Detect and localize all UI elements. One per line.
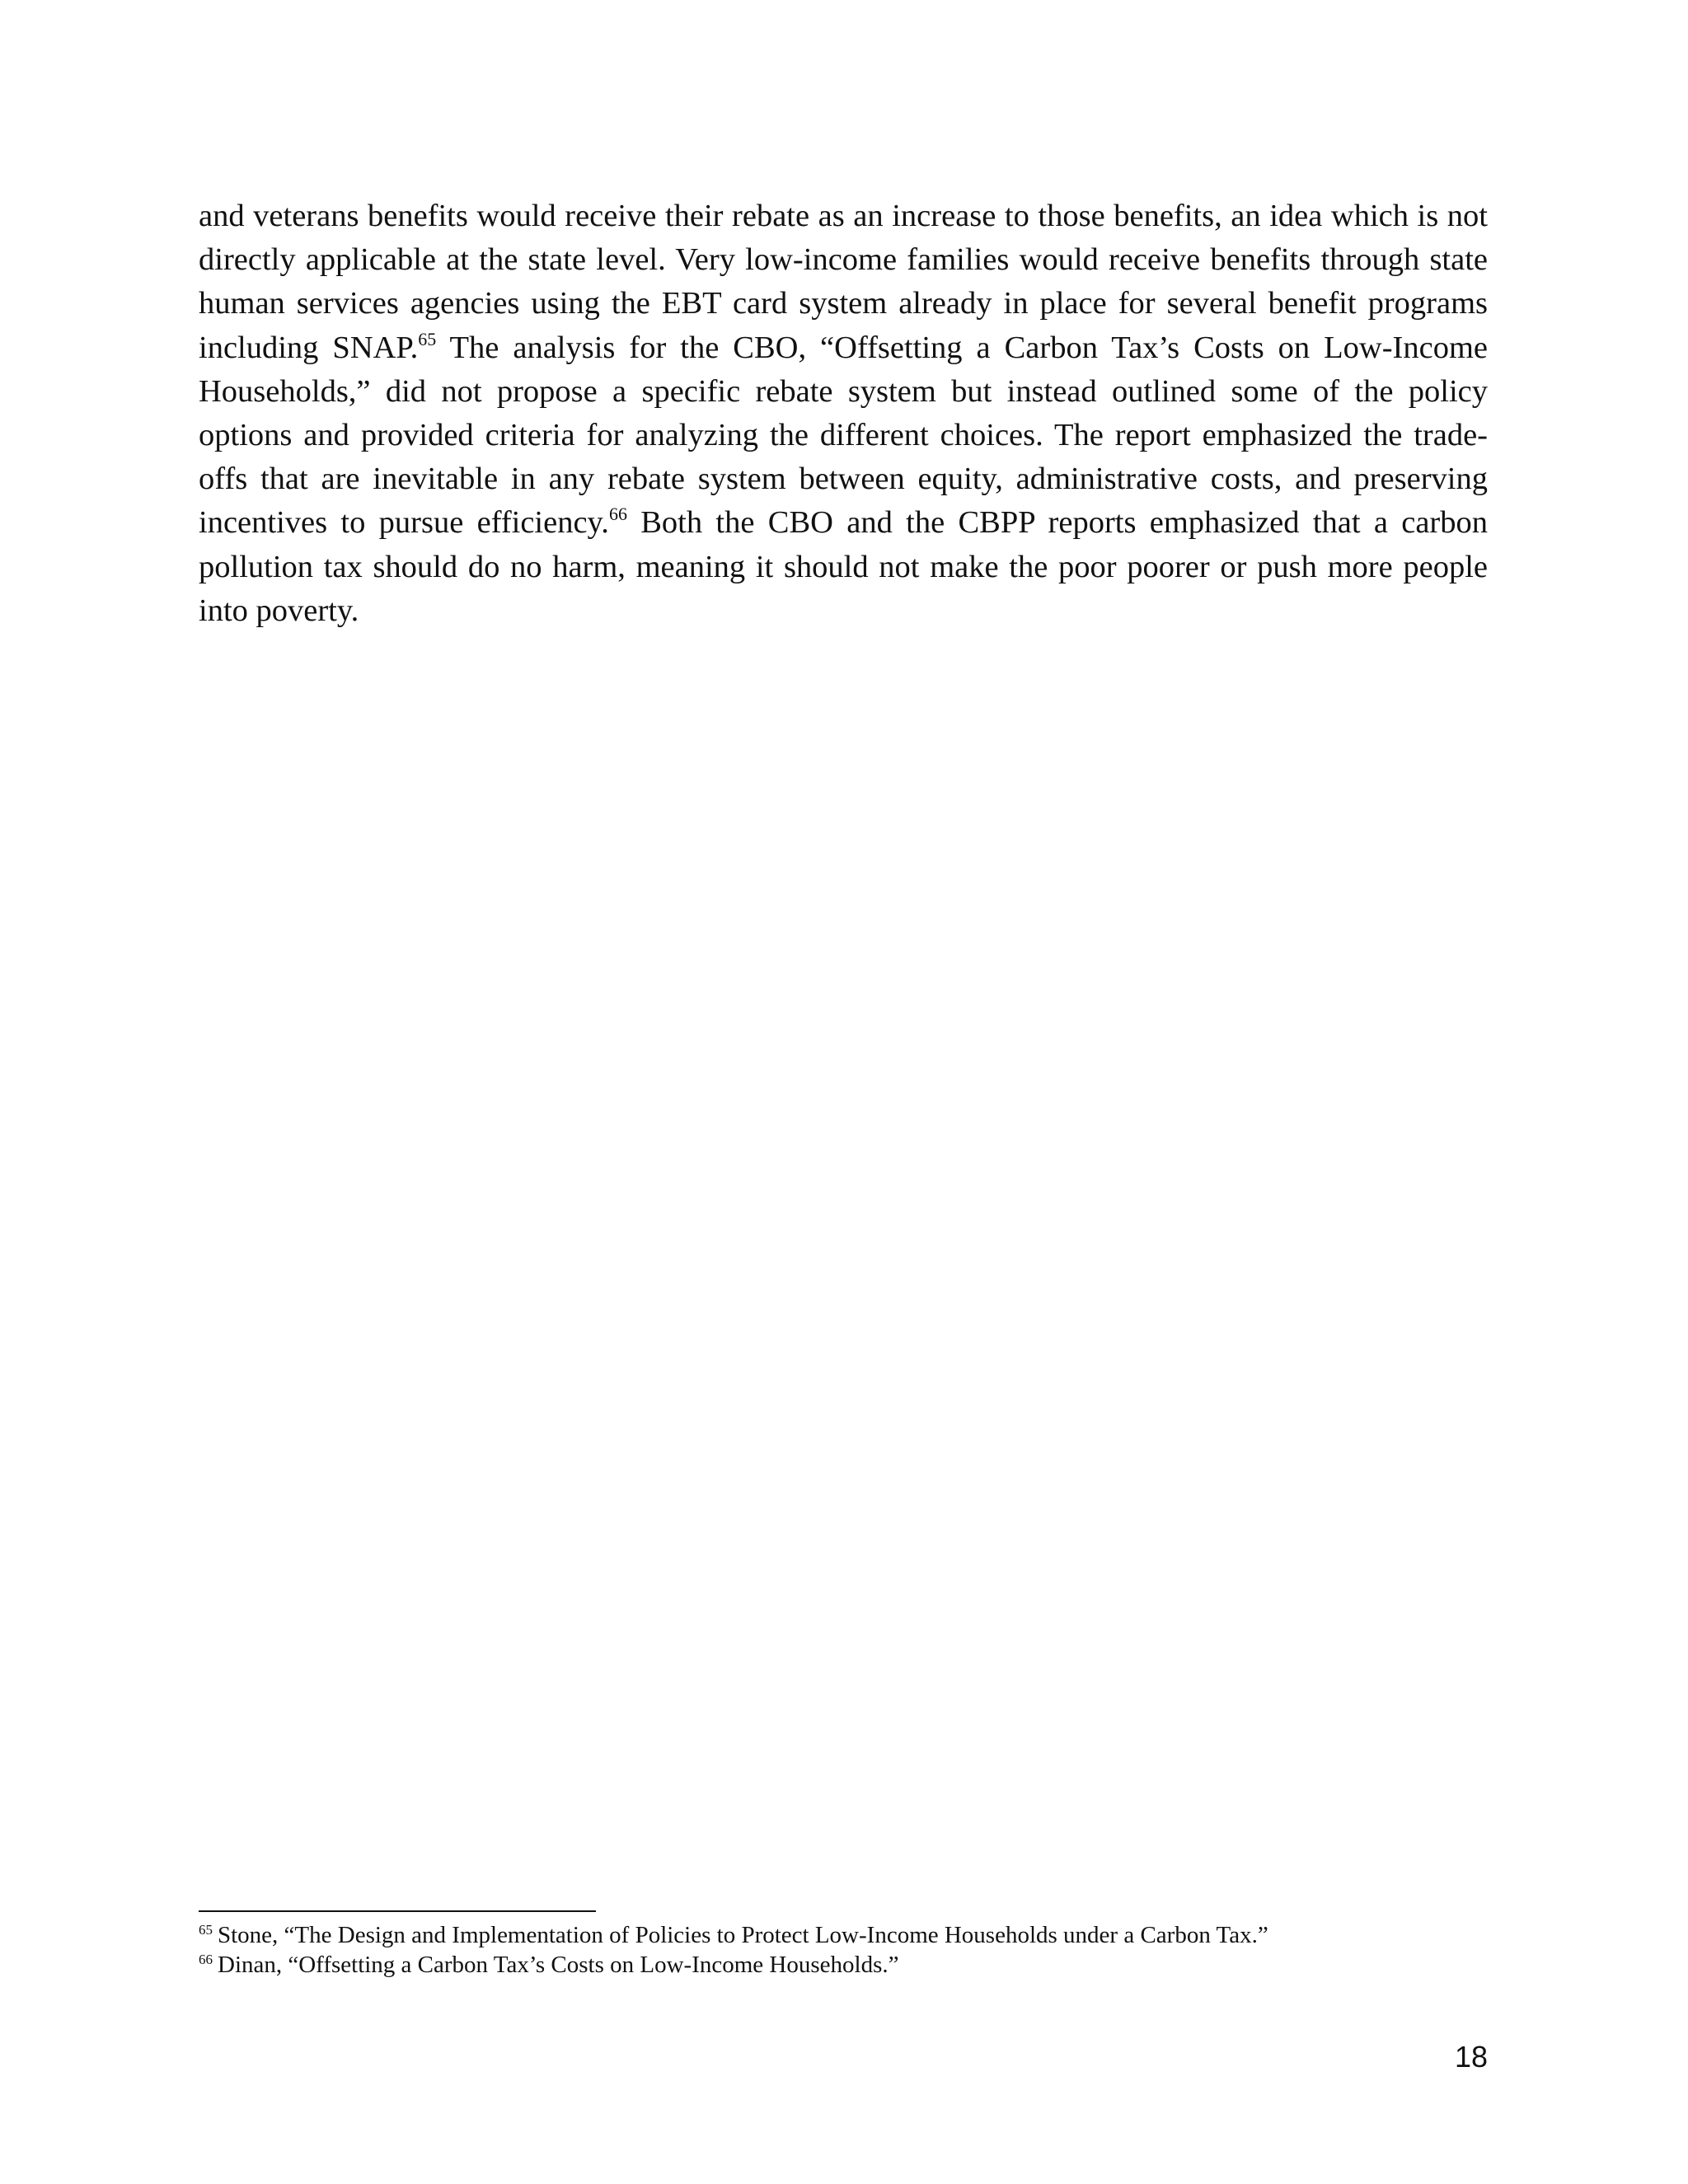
footnote-text: Dinan, “Offsetting a Carbon Tax’s Costs on Low-Income Households.”	[218, 1952, 899, 1978]
footnote-number: 66	[199, 1952, 213, 1967]
footnotes-section	[199, 1920, 1488, 1980]
footnote-66	[199, 1950, 1488, 1980]
footnote-separator	[199, 1910, 596, 1912]
footnote-number: 65	[199, 1922, 213, 1938]
footnote-65	[199, 1920, 1488, 1950]
footnote-ref-65[interactable]: 65	[418, 328, 437, 349]
body-paragraph	[199, 194, 1488, 633]
page-number: 18	[1454, 2040, 1488, 2074]
paragraph-segment-3: Both the CBO and the CBPP reports emphasized that a carbon pollution tax should do no harm, meaning it should not make the poor poorer or push more people into poverty.	[199, 505, 1489, 628]
footnote-text: Stone, “The Design and Implementation of Policies to Protect Low-Income Households under a Carbon Tax.”	[218, 1922, 1268, 1948]
paragraph-segment-2: The analysis for the CBO, “Offsetting a Carbon Tax’s Costs on Low-Income Households,” did not propose a specific rebate system but instead outlined some of the policy options and provided criteria for analyzing the different choices. The report emphasized the trade-offs that are inevitable in any rebate system between equity, administrative costs, and preserving incentives to pursue efficiency.	[199, 330, 1488, 541]
paragraph-segment-1: and veterans benefits would receive their rebate as an increase to those benefits, an idea which is not directly applicable at the state level. Very low-income families would receive benefits through state human services agencies using the EBT card system already in place for several benefit programs including SNAP.	[199, 199, 1488, 365]
footnote-ref-66[interactable]: 66	[608, 504, 627, 525]
